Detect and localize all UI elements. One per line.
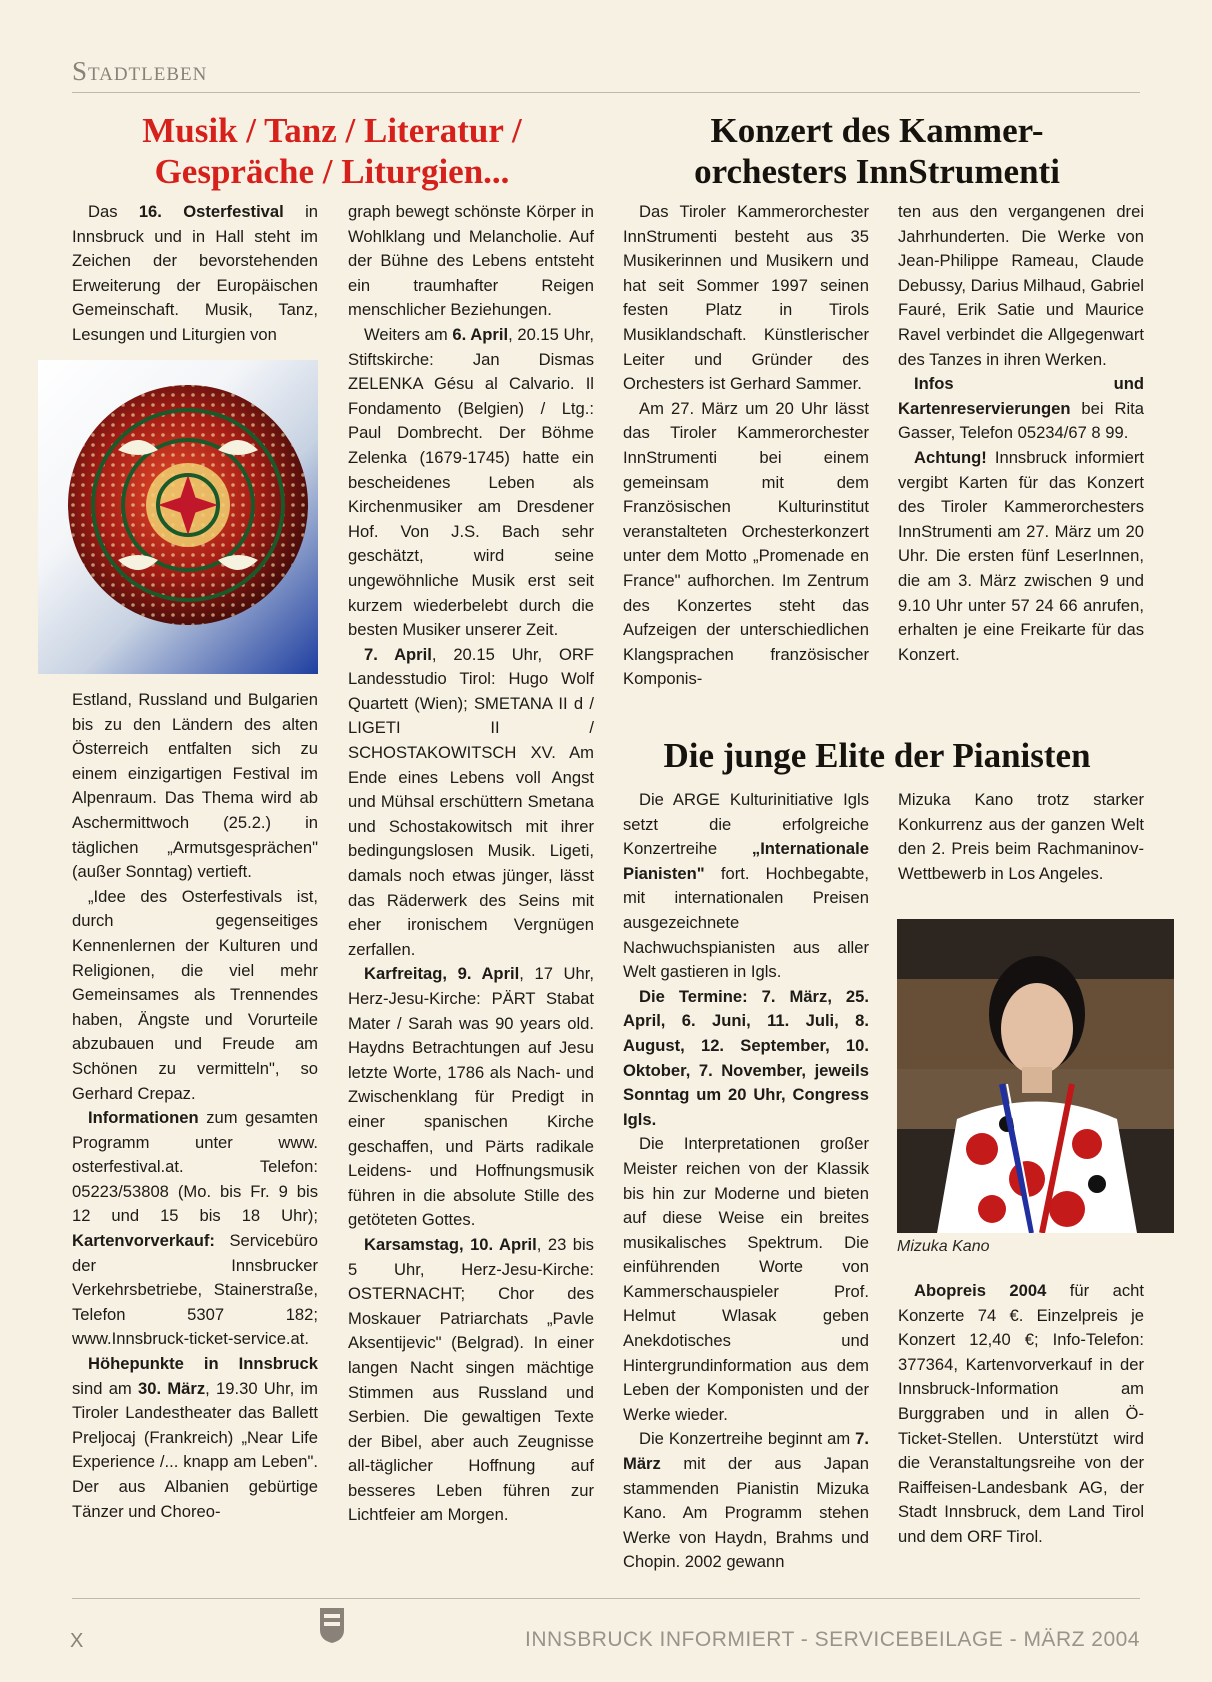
festival-para-quote: „Idee des Osterfestivals ist, durch gegenseitiges Kennenlernen der Kulturen und Religionen, die viel mehr Gemeinsames als Trennendes haben, Ängste und Vorurteile abzubauen und Freude am Schönen zu vermitteln", so Gerhard Crepaz. (72, 886, 318, 1103)
festival-para-april7 (348, 643, 594, 963)
bold-text: Infos und Kartenreservierungen (898, 374, 1144, 418)
festival-headline-line1: Musik / Tanz / Literatur / (142, 111, 522, 150)
concert-headline-line2: orchesters InnStrumenti (694, 152, 1060, 192)
concert-headline (612, 110, 1142, 193)
text: in Innsbruck und in Hall steht im Zeichen der bevorstehenden Erweiterung der Europäischen Gemeinschaft. Musik, Tanz, Lesungen und Liturgien von (72, 202, 318, 344)
pianists-col4-top (898, 788, 1144, 886)
text: , 20.15 Uhr, ORF Landesstudio Tirol: Hugo Wolf Quartett (Wien); SMETANA II d / LIGETI II / SCHOSTAKOWITSCH XV. Am Ende eines Lebens voll Angst und Mühsal erschüttern Smetana und Schostakowitsch mit ihrer bedingungslosen Musik. Ligeti, damals noch etwas jünger, lässt das Räderwerk des Seins mit eher ironischem Vergnügen zerfallen. (348, 644, 594, 959)
bold-text: Karsamstag, 10. April (364, 1234, 537, 1254)
bold-text: Höhepunkte in Innsbruck (88, 1354, 318, 1374)
concert-para-infos (898, 372, 1144, 446)
pianists-para-intro (623, 788, 869, 985)
bold-text: Die Termine: 7. März, 25. April, 6. Juni, 11. Juli, 8. August, 12. September, 10. Oktober, 7. November, jeweils Sonntag um 20 Uhr, Congress Igls. (623, 986, 869, 1129)
pianists-para-abo (898, 1279, 1144, 1550)
section-label: Stadtleben (72, 56, 208, 86)
bold-text: 30. März (138, 1378, 206, 1398)
concert-headline-line1: Konzert des Kammer- (710, 111, 1044, 150)
page-number: X (70, 1630, 84, 1652)
bold-text: 7. März (623, 1429, 869, 1474)
pianists-para-dates (623, 985, 869, 1133)
concert-para-march27: Am 27. März um 20 Uhr lässt das Tiroler Kammerorchester InnStrumenti bei einem gemeinsam mit dem Französischen Kulturinstitut veranstalteten Orchesterkonzert unter dem Motto „Promenade en France" aufhorchen. Im Zentrum des Konzertes steht das Aufzeigen der unterschiedlichen Klangsprachen französischer Komponis- (623, 398, 869, 689)
text: Innsbruck informiert vergibt Karten für das Konzert des Tiroler Kammerorchesters InnStrumenti am 27. März um 20 Uhr. Die ersten fünf LeserInnen, die am 3. März zwischen 9 und 9.10 Uhr unter 57 24 66 anrufen, erhalten je eine Freikarte für das Konzert. (898, 447, 1144, 664)
pianists-col3 (623, 788, 869, 1575)
city-crest-icon (318, 1606, 346, 1644)
publication-line: INNSBRUCK INFORMIERT - SERVICEBEILAGE - MÄRZ 2004 (525, 1628, 1140, 1651)
festival-col1-top (72, 200, 318, 348)
footer-rule (72, 1598, 1140, 1599)
photo-caption: Mizuka Kano (897, 1238, 990, 1255)
bold-text: 7. April (364, 644, 432, 664)
festival-para-info (72, 1106, 318, 1352)
text: fort. Hochbegabte, mit internationalen Preisen ausgezeichnete Nachwuchspianisten aus aller Welt gastieren in Igls. (623, 863, 869, 982)
pianist-photo (897, 919, 1174, 1233)
bold-text: Kartenvorverkauf: (72, 1231, 215, 1251)
text: Die ARGE Kulturinitiative Igls setzt die erfolgreiche Konzertreihe (623, 790, 869, 859)
text: für acht Konzerte 74 €. Einzelpreis je Konzert 12,40 €; Info-Telefon: 377364, Kartenvorverkauf in der Innsbruck-Information am Burggraben und in allen Ö-Ticket-Stellen. Unterstützt wird die Veranstaltungsreihe von der Raiffeisen-Landesbank AG, der Stadt Innsbruck, dem Land Tirol und dem ORF Tirol. (898, 1281, 1144, 1546)
bold-text: 6. April (452, 324, 509, 344)
festival-col2 (348, 200, 594, 1528)
festival-intro (72, 200, 318, 348)
bold-text: Achtung! (914, 447, 987, 467)
text: bei Rita Gasser, Telefon 05234/67 8 99. (898, 398, 1144, 443)
text: mit der aus Japan stammenden Pianistin Mizuka Kano. Am Programm stehen Werke von Haydn, Brahms und Chopin. 2002 gewann (623, 1454, 869, 1572)
concert-col3 (623, 200, 869, 692)
festival-para-highlights (72, 1352, 318, 1524)
concert-para-achtung (898, 446, 1144, 667)
text: Servicebüro der Innsbrucker Verkehrsbetriebe, Stainerstraße, Telefon 5307 182; www.Innsbruck-ticket-service.at. (72, 1231, 318, 1349)
bold-text: „Internationale Pianisten" (623, 839, 869, 883)
text: Das (88, 202, 139, 221)
easter-egg-image (38, 360, 318, 674)
pianists-para-start (623, 1427, 869, 1575)
pianists-para-interpretations: Die Interpretationen großer Meister reichen von der Klassik bis hin zur Moderne und bieten auf diese Weise ein breites musikalisches Spektrum. Die einführenden Worte von Kammerschauspieler Prof. Helmut Wlasak geben Anekdotisches und Hintergrundinformation aus dem Leben der Komponisten und der Werke wieder. (623, 1134, 869, 1424)
pianist-image (897, 919, 1174, 1233)
bold-text: Informationen (88, 1108, 199, 1128)
bold-text: Abopreis 2004 (914, 1281, 1047, 1300)
text: , 20.15 Uhr, Stiftskirche: Jan Dismas ZELENKA Gésu al Calvario. Il Fondamento (Belgien) / Ltg.: Paul Dombrecht. Der Böhme Zelenka (1679-1745) hatte ein bescheidenes Leben als Kirchenmusiker am Dresdener Hof. Von J.S. Bach sehr geschätzt, wird seine ungewöhnliche Musik erst seit kurzem wiederbelebt durch die besten Musiker unserer Zeit. (348, 324, 594, 640)
concert-para-intro: Das Tiroler Kammerorchester InnStrumenti besteht aus 35 Musikerinnen und Musikern und hat seit Sommer 1997 seinen festen Platz in Tirols Musiklandschaft. Künstlerischer Leiter und Gründer des Orchesters ist Gerhard Sammer. (623, 202, 869, 394)
text: zum gesamten Programm unter www. osterfestival.at. Telefon: 05223/53808 (Mo. bis Fr. 9 bis 12 und 15 bis 18 Uhr); (72, 1108, 318, 1226)
festival-headline-line2: Gespräche / Liturgien... (154, 152, 510, 192)
text: Die Konzertreihe beginnt am (639, 1429, 856, 1449)
text: , 23 bis 5 Uhr, Herz-Jesu-Kirche: OSTERNACHT; Chor des Moskauer Patriarchats „Pavle Aksentijevic" (Belgrad). In einer langen Nacht singen mächtige Stimmen aus Russland und Serbien. Die gewaltigen Texte der Bibel, aber auch Zeugnisse all-täglicher Hoffnung auf besseres Leben führen zur Lichtfeier am Morgen. (348, 1234, 594, 1525)
bold-text: 16. Osterfestival (138, 202, 284, 221)
pianists-col4-bottom (898, 1279, 1144, 1550)
festival-para-karsamstag (348, 1233, 594, 1528)
text: , 17 Uhr, Herz-Jesu-Kirche: PÄRT Stabat Mater / Sarah was 90 years old. Haydns Betrachtungen auf Jesu letzte Worte, 1786 als Nach- und Zwischenklang für Predigt in einer spanischen Kirche geschaffen, und Pärts radikale Leidens- und Hoffnungsmusik führen in die absolute Stille des getöteten Gottes. (348, 964, 594, 1230)
pianists-headline: Die junge Elite der Pianisten (663, 736, 1091, 775)
festival-para-zelenka (348, 323, 594, 643)
festival-col1-bottom (72, 688, 318, 1524)
concert-para-composers: ten aus den vergangenen drei Jahrhunderten. Die Werke von Jean-Philippe Rameau, Claude Debussy, Darius Milhaud, Gabriel Fauré, Erik Satie und Maurice Ravel verbindet die Allgegenwart des Tanzes in ihren Werken. (898, 202, 1144, 369)
text: , 19.30 Uhr, im Tiroler Landestheater das Ballett Preljocaj (Frankreich) „Near Life Experience /... knapp am Leben". Der aus Albanien gebürtige Tänzer und Choreo- (72, 1378, 319, 1521)
text: sind am (72, 1378, 139, 1398)
festival-para-estland: Estland, Russland und Bulgarien bis zu den Ländern des alten Österreich entfalten sich zu einem einzigartigen Festival im Alpenraum. Das Thema wird ab Aschermittwoch (25.2.) in täglichen „Armutsgesprächen" (außer Sonntag) vertieft. (72, 690, 318, 882)
festival-para-karfreitag (348, 962, 594, 1233)
header-rule (72, 92, 1140, 93)
concert-col4 (898, 200, 1144, 667)
text: Weiters am (364, 324, 453, 344)
festival-headline (72, 110, 592, 193)
pianists-para-kano: Mizuka Kano trotz starker Konkurrenz aus der ganzen Welt den 2. Preis beim Rachmaninov-Wettbewerb in Los Angeles. (898, 790, 1144, 883)
bold-text: Karfreitag, 9. April (364, 964, 520, 984)
easter-egg-photo (38, 360, 318, 674)
festival-para-choreo: graph bewegt schönste Körper in Wohlklang und Melancholie. Auf der Bühne des Lebens entsteht ein traumhafter Reigen menschlicher Beziehungen. (348, 202, 594, 320)
